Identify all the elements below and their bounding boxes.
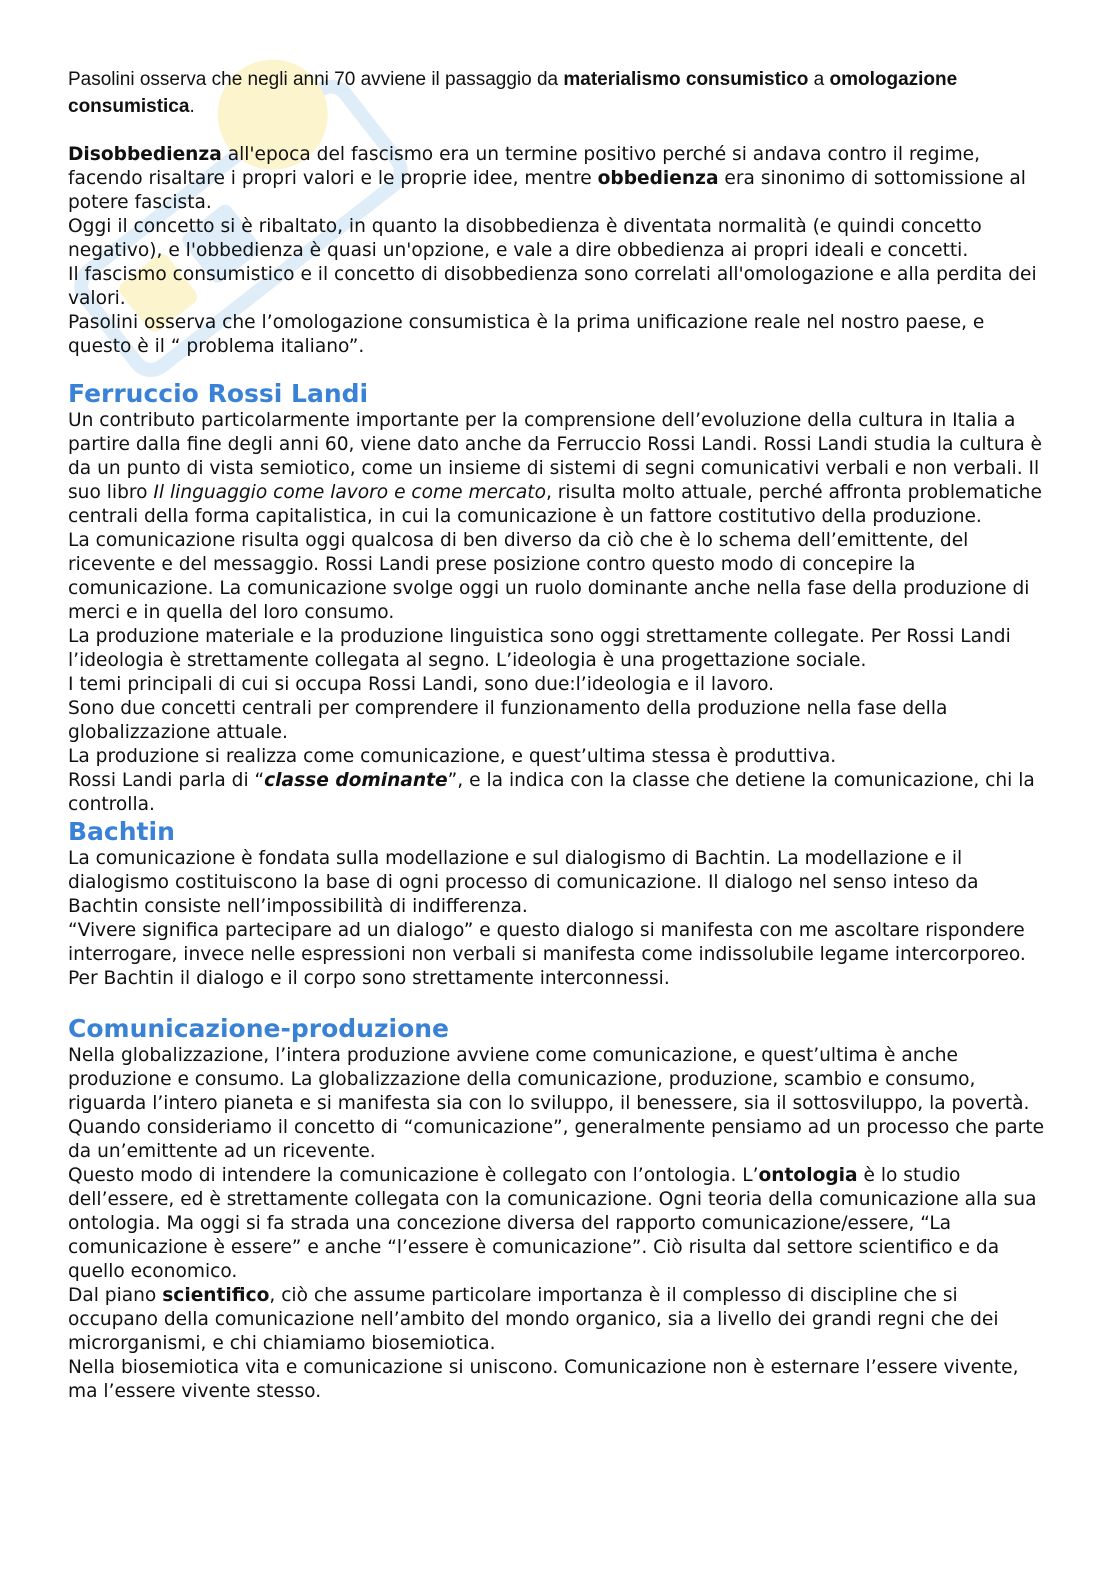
ferruccio-paragraph-4: I temi principali di cui si occupa Rossi Landi, sono due:l’ideologia e il lavoro. bbox=[68, 674, 775, 695]
comunicazione-paragraph-4: Dal piano scientifico, ciò che assume particolare importanza è il complesso di discipline che si occupano della comunicazione nell’ambito del mondo organico, sia a livello dei grandi regni che dei microrganismi, e chi chiamiamo biosemiotica. bbox=[68, 1285, 999, 1354]
intro-paragraph: Pasolini osserva che negli anni 70 avviene il passaggio da materialismo consumistico a omologazione consumistica. bbox=[68, 69, 958, 117]
ferruccio-paragraph-5: Sono due concetti centrali per comprendere il funzionamento della produzione nella fase della globalizzazione attuale. bbox=[68, 698, 948, 743]
disobbedienza-paragraph: Disobbedienza all'epoca del fascismo era un termine positivo perché si andava contro il regime, facendo risaltare i propri valori e le proprie idee, mentre obbedienza era sinonimo di sottomissione al potere fascista. bbox=[68, 144, 1026, 213]
ferruccio-paragraph-3: La produzione materiale e la produzione linguistica sono oggi strettamente collegate. Per Rossi Landi l’ideologia è strettamente collegata al segno. L’ideologia è una progettazione sociale. bbox=[68, 626, 1011, 671]
heading-bachtin: Bachtin bbox=[68, 817, 175, 846]
comunicazione-paragraph-3: Questo modo di intendere la comunicazione è collegato con l’ontologia. L’ontologia è lo studio dell’essere, ed è strettamente collegata con la comunicazione. Ogni teoria della comunicazione alla sua ontologia. Ma oggi si fa strada una concezione diversa del rapporto comunicazione/essere, “La comunicazione è essere” e anche “l’essere è comunicazione”. Ciò risulta dal settore scientifico e da quello economico. bbox=[68, 1165, 1037, 1282]
heading-ferruccio-rossi-landi: Ferruccio Rossi Landi bbox=[68, 379, 369, 408]
ferruccio-paragraph-6: La produzione si realizza come comunicazione, e quest’ultima stessa è produttiva. bbox=[68, 746, 837, 767]
pasolini-paragraph: Pasolini osserva che l’omologazione consumistica è la prima unificazione reale nel nostro paese, e questo è il “ problema italiano”. bbox=[68, 312, 985, 357]
fascismo-paragraph: Il fascismo consumistico e il concetto di disobbedienza sono correlati all'omologazione e alla perdita dei valori. bbox=[68, 264, 1037, 309]
oggi-paragraph: Oggi il concetto si è ribaltato, in quanto la disobbedienza è diventata normalità (e quindi concetto negativo), e l'obbedienza è quasi un'opzione, e vale a dire obbedienza ai propri ideali e concetti. bbox=[68, 216, 982, 261]
ferruccio-paragraph-1: Un contributo particolarmente importante per la comprensione dell’evoluzione della cultura in Italia a partire dalla fine degli anni 60, viene dato anche da Ferruccio Rossi Landi. Rossi Landi studia la cultura è da un punto di vista semiotico, come un insieme di sistemi di segni comunicativi verbali e non verbali. Il suo libro Il linguaggio come lavoro e come mercato, risulta molto attuale, perché affronta problematiche centrali della forma capitalistica, in cui la comunicazione è un fattore costitutivo della produzione. bbox=[68, 410, 1043, 527]
heading-comunicazione-produzione: Comunicazione-produzione bbox=[68, 1014, 449, 1043]
bachtin-paragraph-1: La comunicazione è fondata sulla modellazione e sul dialogismo di Bachtin. La modellazione e il dialogismo costituiscono la base di ogni processo di comunicazione. Il dialogo nel senso inteso da Bachtin consiste nell’impossibilità di indifferenza. bbox=[68, 848, 979, 917]
bachtin-paragraph-2: “Vivere significa partecipare ad un dialogo” e questo dialogo si manifesta con me ascoltare rispondere interrogare, invece nelle espressioni non verbali si manifesta come indissolubile legame intercorporeo. Per Bachtin il dialogo e il corpo sono strettamente interconnessi. bbox=[68, 920, 1026, 989]
ferruccio-paragraph-7: Rossi Landi parla di “classe dominante”, e la indica con la classe che detiene la comunicazione, chi la controlla. bbox=[68, 770, 1035, 815]
document-page bbox=[68, 66, 1046, 1404]
comunicazione-paragraph-2: Quando consideriamo il concetto di “comunicazione”, generalmente pensiamo ad un processo che parte da un’emittente ad un ricevente. bbox=[68, 1117, 1045, 1162]
comunicazione-paragraph-5: Nella biosemiotica vita e comunicazione si uniscono. Comunicazione non è esternare l’essere vivente, ma l’essere vivente stesso. bbox=[68, 1357, 1019, 1402]
comunicazione-paragraph-1: Nella globalizzazione, l’intera produzione avviene come comunicazione, e quest’ultima è anche produzione e consumo. La globalizzazione della comunicazione, produzione, scambio e consumo, riguarda l’intero pianeta e si manifesta sia con lo sviluppo, il benessere, sia il sottosviluppo, la povertà. bbox=[68, 1045, 1030, 1114]
ferruccio-paragraph-2: La comunicazione risulta oggi qualcosa di ben diverso da ciò che è lo schema dell’emittente, del ricevente e del messaggio. Rossi Landi prese posizione contro questo modo di concepire la comunicazione. La comunicazione svolge oggi un ruolo dominante anche nella fase della produzione di merci e in quella del loro consumo. bbox=[68, 530, 1030, 623]
